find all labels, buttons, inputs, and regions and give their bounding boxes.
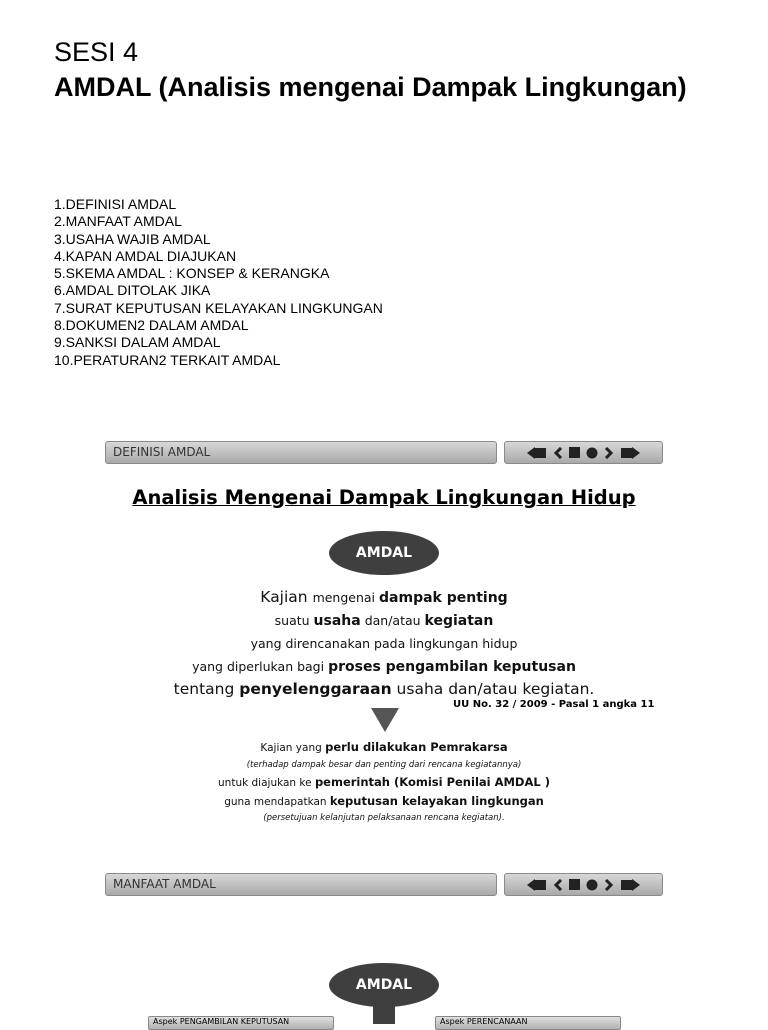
next-icon[interactable]: [604, 446, 614, 460]
prev-icon[interactable]: [553, 446, 563, 460]
toc-item: 1.DEFINISI AMDAL: [54, 196, 177, 212]
next-icon[interactable]: [604, 878, 614, 892]
prev-icon[interactable]: [553, 878, 563, 892]
dot-icon[interactable]: [586, 878, 598, 892]
aspect-planning-box: Aspek PERENCANAAN: [435, 1016, 621, 1030]
amdal-pill-2: AMDAL: [329, 963, 439, 1007]
law-reference: UU No. 32 / 2009 - Pasal 1 angka 11: [453, 699, 655, 710]
last-icon[interactable]: [620, 446, 640, 460]
stop-icon[interactable]: [569, 446, 580, 460]
toc-item: 2.MANFAAT AMDAL: [54, 213, 182, 230]
toc-item: 6.AMDAL DITOLAK JIKA: [54, 282, 211, 299]
aspect-decision-box: Aspek PENGAMBILAN KEPUTUSAN: [148, 1016, 334, 1030]
slide-nav-1: [504, 441, 663, 464]
amdal-pill: AMDAL: [329, 531, 439, 575]
toc-item: 5.SKEMA AMDAL : KONSEP & KERANGKA: [54, 265, 330, 282]
toc-item: 9.SANKSI DALAM AMDAL: [54, 334, 221, 351]
first-icon[interactable]: [527, 446, 547, 460]
last-icon[interactable]: [620, 878, 640, 892]
toc-item: 4.KAPAN AMDAL DIAJUKAN: [54, 247, 237, 264]
slide-nav-2: [504, 873, 663, 896]
table-of-contents: [54, 196, 383, 369]
toc-item: 10.PERATURAN2 TERKAIT AMDAL: [54, 351, 281, 368]
toc-item: 7.SURAT KEPUTUSAN KELAYAKAN LINGKUNGAN: [54, 299, 383, 316]
section-bar-manfaat: MANFAAT AMDAL: [105, 873, 497, 896]
section-bar-definisi: DEFINISI AMDAL: [105, 441, 497, 464]
stop-icon[interactable]: [569, 878, 580, 892]
slide-heading: Analisis Mengenai Dampak Lingkungan Hidup: [132, 486, 636, 509]
down-arrow-icon: [371, 708, 399, 732]
toc-item: 3.USAHA WAJIB AMDAL: [54, 230, 211, 247]
explanation-text: Kajian yang perlu dilakukan Pemrakarsa (terhadap dampak besar dan penting dari rencana kegiatannya) untuk diajukan ke pemerintah (Komisi Penilai AMDAL ) guna mendapatkan keputusan kelayakan lingkungan (persetujuan kelanjutan pelaksanaan rencana kegiatan).: [218, 740, 550, 823]
definition-text: Kajian mengenai dampak penting suatu usaha dan/atau kegiatan yang direncanakan pada lingkungan hidup yang diperlukan bagi proses pengambilan keputusan tentang penyelenggaraan usaha dan/atau kegiatan.: [173, 588, 595, 698]
toc-item: 8.DOKUMEN2 DALAM AMDAL: [54, 317, 249, 334]
dot-icon[interactable]: [586, 446, 598, 460]
session-label: SESI 4: [54, 37, 139, 67]
page-title: AMDAL (Analisis mengenai Dampak Lingkungan): [54, 72, 687, 102]
connector-stem: [373, 1004, 395, 1024]
first-icon[interactable]: [527, 878, 547, 892]
